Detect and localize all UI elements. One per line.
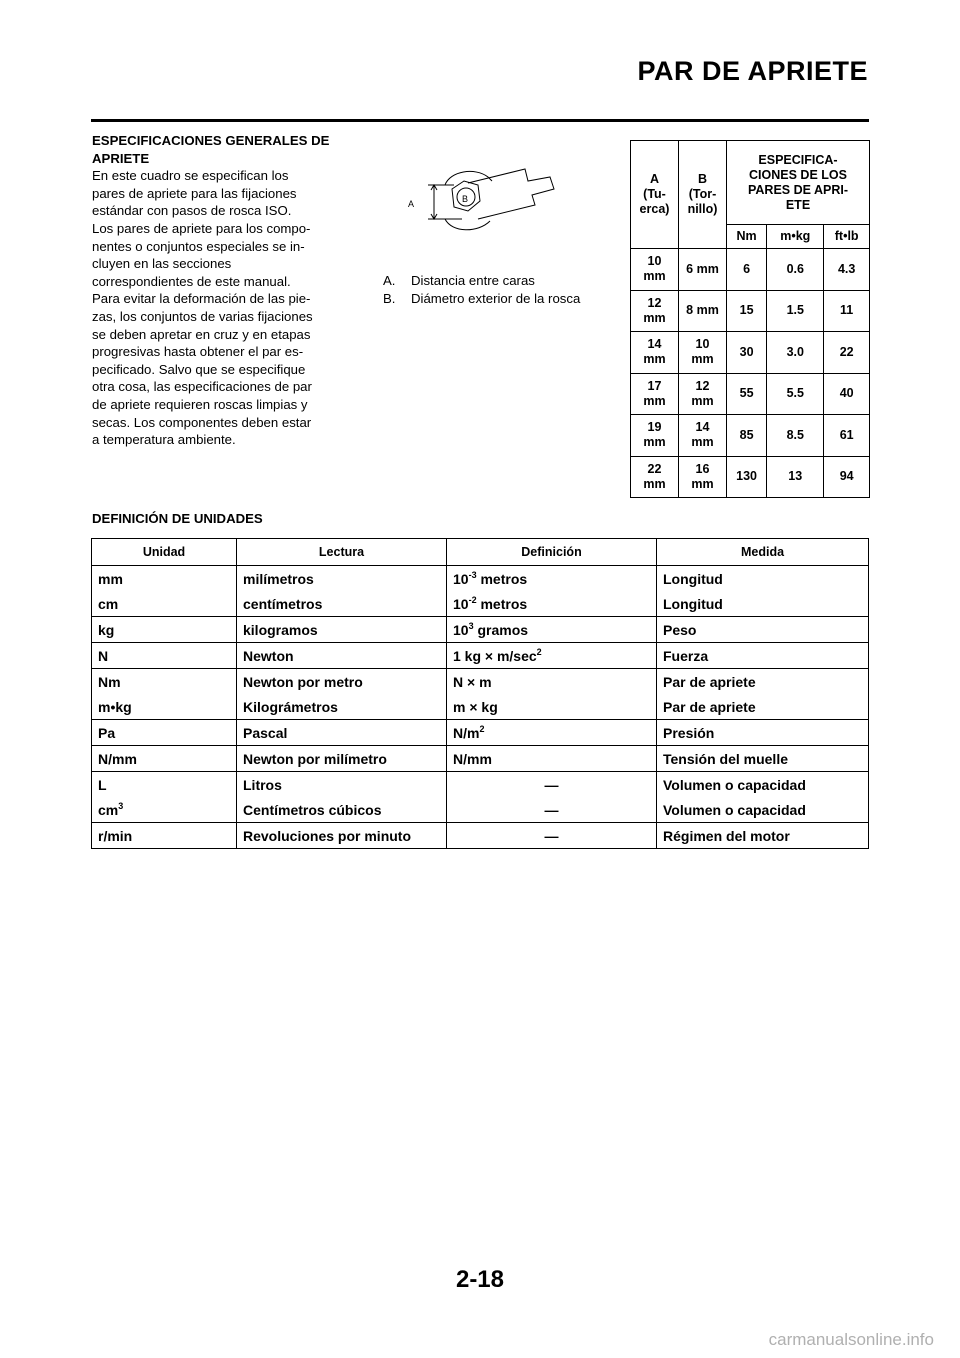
torque-mkg-cell: 1.5 (767, 290, 824, 332)
nut-size-text: 10 (647, 254, 662, 269)
reading-cell: Kilográmetros (237, 694, 447, 720)
definition-text: 10 (453, 570, 469, 587)
definition-text: m × kg (453, 698, 498, 715)
bolt-size-cell (679, 456, 727, 498)
intro-body (92, 167, 342, 449)
definition-cell (447, 669, 657, 695)
unit-text: m•kg (98, 698, 132, 715)
bolt-size-text: mm (691, 393, 714, 408)
reading-cell: milímetros (237, 566, 447, 592)
reading-cell: centímetros (237, 591, 447, 617)
definition-sup: 3 (468, 620, 474, 631)
torque-row (631, 456, 870, 498)
definition-cell (447, 797, 657, 823)
torque-row (631, 415, 870, 457)
definition-cell (447, 772, 657, 798)
bolt-size-text: 16 (695, 461, 710, 476)
units-row (92, 694, 869, 720)
unit-header-ftlb: ft•lb (824, 225, 870, 249)
bolt-size-cell (679, 373, 727, 415)
torque-mkg-cell: 8.5 (767, 415, 824, 457)
definition-text: N × m (453, 673, 492, 690)
reading-cell: Newton por metro (237, 669, 447, 695)
units-header-definition: Definición (447, 539, 657, 566)
measure-cell: Par de apriete (663, 673, 756, 690)
unit-text: cm (98, 801, 119, 818)
definition-text: — (544, 776, 559, 793)
unit-cell (92, 746, 237, 772)
definition-cell (447, 746, 657, 772)
definition-text: 10 (453, 595, 469, 612)
unit-cell (92, 643, 237, 669)
nut-size-cell (631, 249, 679, 291)
bolt-size-text: 12 (695, 378, 710, 393)
intro-section (92, 132, 342, 449)
page-number: 2-18 (455, 1266, 505, 1293)
legend-text: Distancia entre caras (411, 273, 535, 288)
nut-size-text: mm (643, 310, 666, 325)
measure-cell: Longitud (657, 591, 869, 617)
nut-size-text: 22 (647, 461, 662, 476)
bolt-size-text: mm (691, 352, 714, 367)
col-b-header: B (Tor- nillo) (679, 141, 727, 249)
measure-cell: Tensión del muelle (657, 746, 869, 772)
units-row (92, 797, 869, 823)
unit-cell (92, 617, 237, 643)
bolt-size-text: mm (691, 476, 714, 491)
watermark: carmanualsonline.info (768, 1330, 934, 1349)
units-row (92, 566, 869, 592)
definition-text: N/mm (453, 750, 492, 767)
nut-size-text: 14 (647, 337, 662, 352)
definition-suffix: metros (476, 595, 528, 612)
measure-cell: Régimen del motor (657, 823, 869, 849)
units-header-reading: Lectura (237, 539, 447, 566)
bolt-size-cell (679, 249, 727, 291)
measure-cell: Peso (657, 617, 869, 643)
reading-cell: Newton por milímetro (237, 746, 447, 772)
figure-label-a: A (408, 199, 415, 209)
torque-table (630, 140, 870, 498)
unit-text: Nm (98, 673, 121, 690)
bolt-size-text: 10 (695, 337, 710, 352)
unit-text: Pa (98, 724, 116, 741)
torque-row (631, 290, 870, 332)
definition-cell (447, 694, 657, 720)
nut-size-cell (631, 290, 679, 332)
definition-text: 10 (453, 621, 469, 638)
units-row (92, 746, 869, 772)
unit-text: kg (98, 621, 115, 638)
definition-sup: -3 (468, 569, 477, 580)
definition-text: 1 kg × m/sec (453, 647, 537, 664)
definition-cell (447, 617, 657, 643)
reading-cell: Centímetros cúbicos (237, 797, 447, 823)
torque-nm-cell: 130 (727, 456, 767, 498)
measure-cell: Volumen o capacidad (663, 776, 806, 793)
unit-text: N (98, 647, 109, 664)
definition-suffix: gramos (473, 621, 529, 638)
unit-text: N/mm (98, 750, 137, 767)
legend-text: Diámetro exterior de la rosca (411, 291, 581, 306)
intro-line: de apriete requieren roscas limpias y (92, 396, 308, 412)
intro-line: Los pares de apriete para los compo- (92, 220, 311, 236)
bolt-size-cell (679, 415, 727, 457)
torque-mkg-cell: 0.6 (767, 249, 824, 291)
intro-line: cluyen en las secciones (92, 256, 232, 272)
torque-nm-cell: 55 (727, 373, 767, 415)
definition-suffix: metros (476, 570, 528, 587)
nut-size-cell (631, 332, 679, 374)
nut-size-text: 17 (647, 378, 662, 393)
intro-line: secas. Los componentes deben estar (92, 414, 312, 430)
bolt-size-cell (679, 290, 727, 332)
unit-header-nm: Nm (727, 225, 767, 249)
units-row (92, 720, 869, 746)
torque-ftlb-cell: 4.3 (824, 249, 870, 291)
nut-size-text: mm (643, 269, 666, 284)
torque-row (631, 249, 870, 291)
units-table (91, 538, 869, 849)
torque-nm-cell: 6 (727, 249, 767, 291)
legend-key: B. (383, 291, 396, 306)
definition-sup: 2 (479, 723, 485, 734)
units-row (92, 617, 869, 643)
nut-size-cell (631, 415, 679, 457)
nut-size-text: 12 (647, 295, 662, 310)
units-row (92, 643, 869, 669)
torque-row (631, 332, 870, 374)
bolt-size-text: 6 mm (686, 261, 719, 276)
definition-cell (447, 720, 657, 746)
intro-line: pares de apriete para las fijaciones (92, 185, 297, 201)
bolt-size-cell (679, 332, 727, 374)
unit-cell (92, 772, 237, 798)
definition-sup: -2 (468, 594, 477, 605)
definition-sup: 2 (536, 646, 542, 657)
intro-line: En este cuadro se especifican los (92, 168, 289, 184)
torque-nm-cell: 30 (727, 332, 767, 374)
definition-text: — (544, 801, 559, 818)
measure-cell: Par de apriete (657, 694, 869, 720)
reading-cell: Revoluciones por minuto (237, 823, 447, 849)
intro-line: estándar con pasos de rosca ISO. (92, 203, 292, 219)
unit-cell (92, 566, 237, 592)
measure-cell: Longitud (663, 570, 723, 587)
nut-size-text: mm (643, 352, 666, 367)
unit-text: cm (98, 595, 119, 612)
unit-sup: 3 (118, 800, 124, 811)
units-section-title: DEFINICIÓN DE UNIDADES (92, 511, 263, 526)
measure-cell: Volumen o capacidad (657, 797, 869, 823)
measure-cell: Presión (657, 720, 869, 746)
intro-line: correspondientes de este manual. (92, 273, 291, 289)
unit-cell (92, 694, 237, 720)
reading-cell: kilogramos (237, 617, 447, 643)
bolt-size-text: mm (691, 435, 714, 450)
torque-ftlb-cell: 22 (824, 332, 870, 374)
units-row (92, 669, 869, 695)
unit-cell (92, 720, 237, 746)
units-header-unit: Unidad (92, 539, 237, 566)
intro-heading: ESPECIFICACIONES GENERALES DE APRIETE (92, 133, 330, 166)
legend-item (383, 272, 580, 290)
definition-cell (447, 643, 657, 669)
unit-header-mkg: m•kg (767, 225, 824, 249)
intro-line: Para evitar la deformación de las pie- (92, 291, 311, 307)
wrench-illustration (400, 155, 570, 245)
units-header-measure: Medida (657, 539, 869, 566)
torque-mkg-cell: 5.5 (767, 373, 824, 415)
nut-size-text: mm (643, 435, 666, 450)
definition-cell (447, 823, 657, 849)
units-row (92, 823, 869, 849)
nut-size-text: mm (643, 393, 666, 408)
unit-cell (92, 591, 237, 617)
intro-line: nentes o conjuntos especiales se in- (92, 238, 305, 254)
nut-size-cell (631, 456, 679, 498)
bolt-size-text: 8 mm (686, 303, 719, 318)
col-a-header: A (Tu- erca) (631, 141, 679, 249)
torque-ftlb-cell: 61 (824, 415, 870, 457)
unit-cell (92, 823, 237, 849)
figure-legend (383, 272, 580, 308)
torque-ftlb-cell: 11 (824, 290, 870, 332)
page-title: PAR DE APRIETE (637, 56, 868, 86)
torque-nm-cell: 15 (727, 290, 767, 332)
units-row (92, 591, 869, 617)
nut-size-text: 19 (647, 420, 662, 435)
definition-text: N/m (453, 724, 480, 741)
torque-ftlb-cell: 94 (824, 456, 870, 498)
reading-cell: Newton (237, 643, 447, 669)
intro-line: pecificado. Salvo que se especifique (92, 361, 306, 377)
definition-cell (447, 591, 657, 617)
legend-item (383, 290, 580, 308)
torque-nm-cell: 85 (727, 415, 767, 457)
reading-cell: Litros (237, 772, 447, 798)
intro-line: a temperatura ambiente. (92, 432, 236, 448)
unit-cell (92, 669, 237, 695)
reading-cell: Pascal (237, 720, 447, 746)
units-row (92, 772, 869, 798)
torque-mkg-cell: 3.0 (767, 332, 824, 374)
definition-cell (447, 566, 657, 592)
unit-cell (92, 797, 237, 823)
figure-label-b: B (462, 194, 469, 204)
intro-line: otra cosa, las especificaciones de par (92, 379, 312, 395)
title-rule (91, 119, 869, 122)
intro-line: se deben apretar en cruz y en etapas (92, 326, 311, 342)
legend-key: A. (383, 273, 396, 288)
nut-size-cell (631, 373, 679, 415)
torque-mkg-cell: 13 (767, 456, 824, 498)
unit-text: r/min (98, 827, 133, 844)
nut-size-text: mm (643, 476, 666, 491)
spec-header: ESPECIFICA- CIONES DE LOS PARES DE APRI- ETE (727, 141, 870, 225)
measure-cell: Fuerza (657, 643, 869, 669)
intro-line: progresivas hasta obtener el par es- (92, 344, 304, 360)
unit-text: L (98, 776, 107, 793)
definition-text: — (544, 827, 559, 844)
unit-text: mm (98, 570, 123, 587)
intro-line: zas, los conjuntos de varias fijaciones (92, 308, 313, 324)
torque-row (631, 373, 870, 415)
bolt-size-text: 14 (695, 420, 710, 435)
torque-ftlb-cell: 40 (824, 373, 870, 415)
